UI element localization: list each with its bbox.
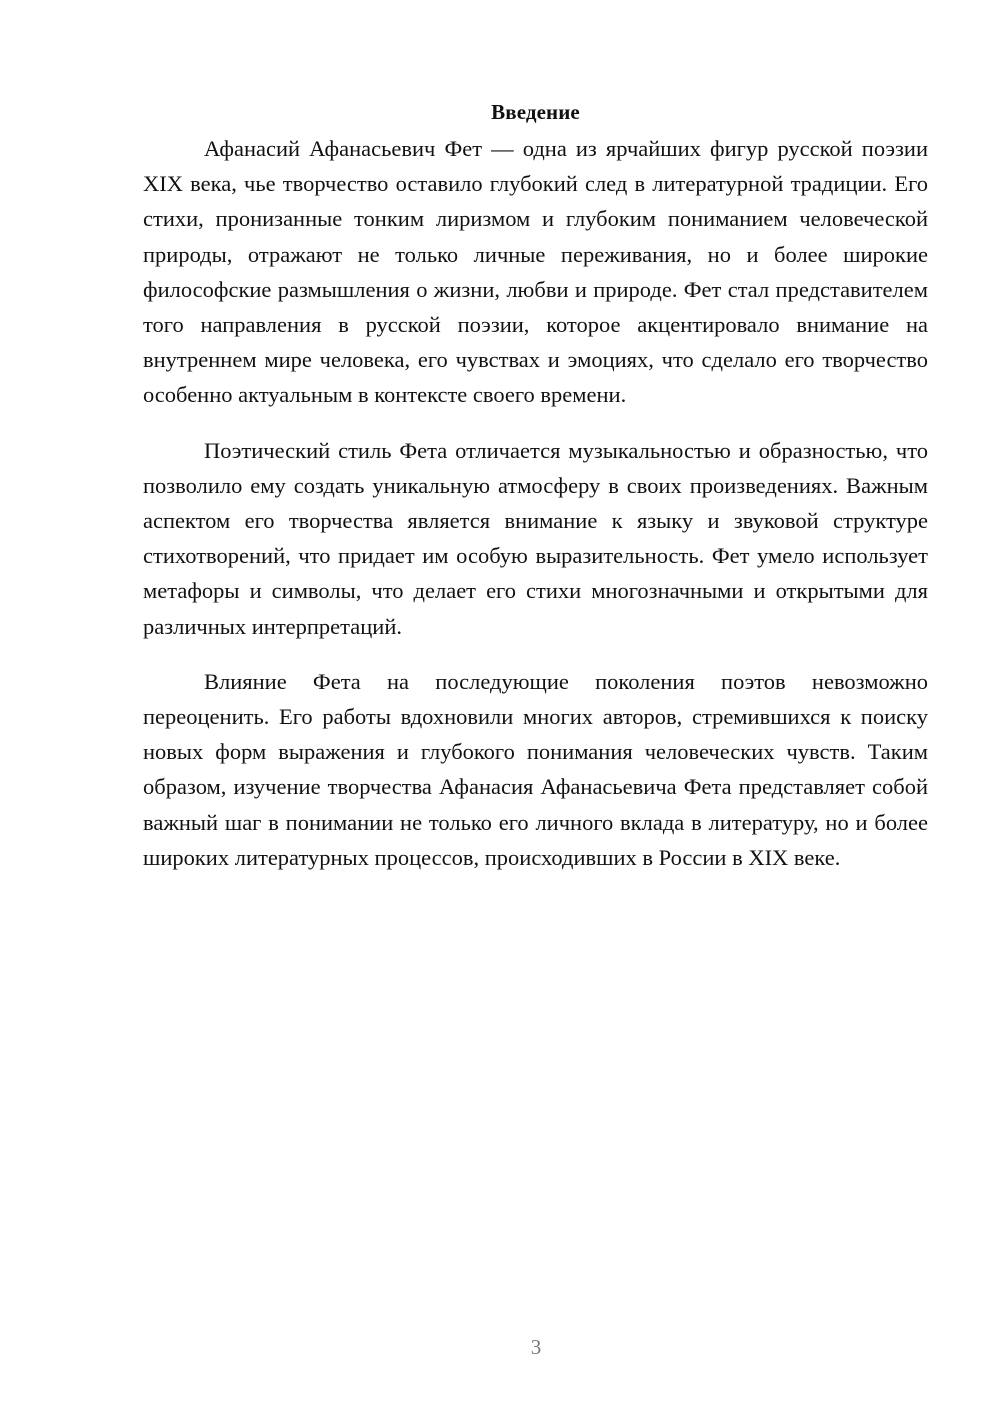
page-content bbox=[143, 97, 928, 875]
paragraph-1: Афанасий Афанасьевич Фет — одна из ярчайших фигур русской поэзии XIX века, чье творчество оставило глубокий след в литературной традиции. Его стихи, пронизанные тонким лиризмом и глубоким пониманием человеческой природы, отражают не только личные переживания, но и более широкие философские размышления о жизни, любви и природе. Фет стал представителем того направления в русской поэзии, которое акцентировало внимание на внутреннем мире человека, его чувствах и эмоциях, что сделало его творчество особенно актуальным в контексте своего времени. bbox=[143, 136, 928, 408]
paragraph-3: Влияние Фета на последующие поколения поэтов невозможно переоценить. Его работы вдохновили многих авторов, стремившихся к поиску новых форм выражения и глубокого понимания человеческих чувств. Таким образом, изучение творчества Афанасия Афанасьевича Фета представляет собой важный шаг в понимании не только его личного вклада в литературу, но и более широких литературных процессов, происходивших в России в XIX веке. bbox=[143, 668, 928, 870]
section-title: Введение bbox=[491, 100, 580, 124]
paragraph-2: Поэтический стиль Фета отличается музыкальностью и образностью, что позволило ему создать уникальную атмосферу в своих произведениях. Важным аспектом его творчества является внимание к языку и звуковой структуре стихотворений, что придает им особую выразительность. Фет умело использует метафоры и символы, что делает его стихи многозначными и открытыми для различных интерпретаций. bbox=[143, 437, 928, 639]
page-number: 3 bbox=[530, 1335, 542, 1359]
